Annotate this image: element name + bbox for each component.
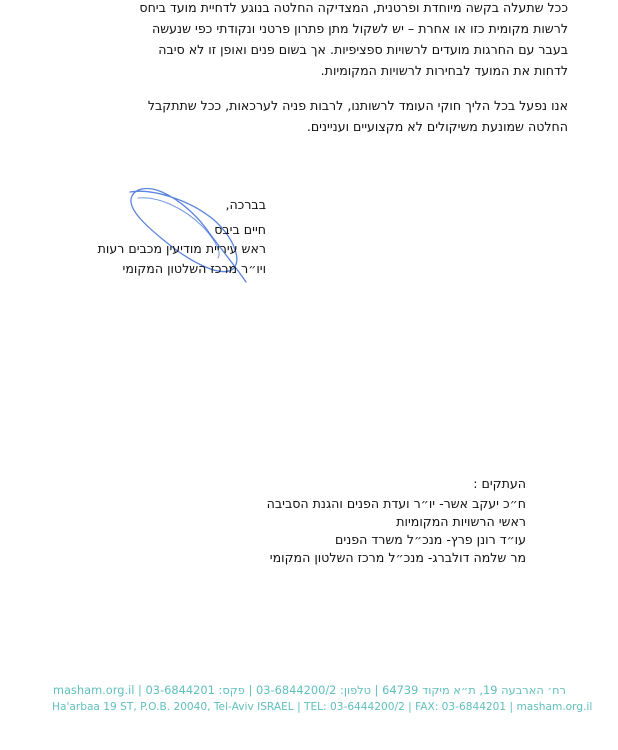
signer-title: ראש עיריית מודיעין מכבים רעות xyxy=(97,241,266,256)
body-paragraph-2 xyxy=(40,95,568,137)
copies-recipient: ח״כ יעקב אשר- יו״ר ועדת הפנים והגנת הסביבה xyxy=(266,496,526,511)
footer-english-address: Ha'arbaa 19 ST, P.O.B. 20040, Tel-Aviv ISRAEL | TEL: 03-6444200/2 | FAX: 03-6844201 | masham.org.il xyxy=(52,701,593,713)
footer-hebrew-address: רח׳ הארבעה 19, ת״א מיקוד 64739 | טלפון: 03-6844200/2 | פקס: 03-6844201 | masham.org.il xyxy=(52,683,566,697)
copies-recipient: מר שלמה דולברג- מנכ״ל מרכז השלטון המקומי xyxy=(269,550,526,565)
signer-name: חיים ביבס xyxy=(214,221,266,237)
copies-list xyxy=(267,475,526,567)
body-line: אנו נפעל בכל הליך חוקי העומד לרשותנו, לרבות פניה לערכאות, ככל שתתקבל xyxy=(147,98,568,113)
body-line: לרשות מקומית כזו או אחרת – יש לשקול מתן פתרון פרטני ונקודתי כפי שנעשה xyxy=(152,21,568,36)
body-paragraph-1 xyxy=(40,0,568,81)
signature-block xyxy=(98,195,266,278)
body-line: לדחות את המועד לבחירות לרשויות המקומיות. xyxy=(320,63,568,78)
closing-greeting: בברכה, xyxy=(225,197,266,212)
copies-recipient: עו״ד רונן פרץ- מנכ״ל משרד הפנים xyxy=(335,532,526,547)
copies-recipient: ראשי הרשויות המקומיות xyxy=(396,514,526,529)
signer-title: ויו״ר מרכז השלטון המקומי xyxy=(122,260,266,276)
body-line: החלטה שמונעת משיקולים לא מקצועיים ועניינים. xyxy=(306,119,568,134)
copies-header: העתקים : xyxy=(473,476,526,491)
body-line: ככל שתעלה בקשה מיוחדת ופרטנית, המצדיקה החלטה בנוגע לדחיית מועד ביחס xyxy=(139,0,568,15)
body-line: בעבר עם החרגות מועדים לרשויות ספציפיות. אך בשום פנים ואופן זו לא סיבה xyxy=(158,42,568,57)
